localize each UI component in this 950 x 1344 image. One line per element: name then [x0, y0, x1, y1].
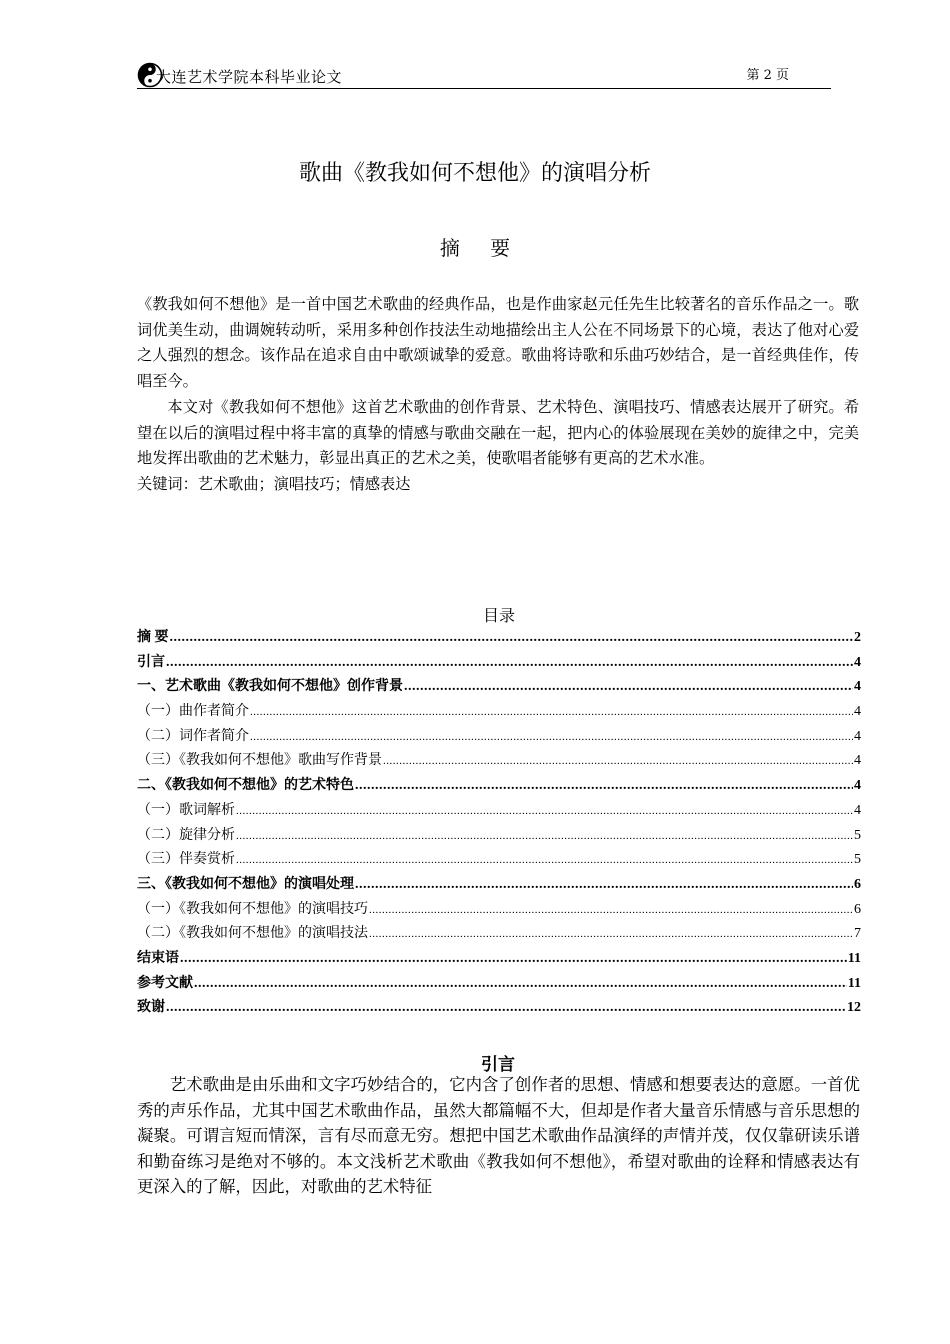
toc-entry[interactable] — [137, 700, 861, 725]
toc-entry-label: 二、《教我如何不想他》的艺术特色 — [137, 778, 354, 794]
toc-entry[interactable] — [137, 725, 861, 750]
toc-dot-leader — [369, 926, 853, 942]
intro-heading: 引言 — [481, 1055, 515, 1075]
toc-entry[interactable] — [137, 675, 861, 700]
toc-entry-label: （二）《教我如何不想他》的演唱技法 — [137, 926, 368, 942]
toc-entry-page: 6 — [854, 901, 861, 917]
toc-entry-page: 7 — [854, 926, 861, 942]
toc-entry[interactable] — [137, 626, 861, 651]
toc-entry-page: 4 — [854, 802, 861, 818]
toc-entry-label: （一）曲作者简介 — [137, 704, 249, 720]
toc-dot-leader — [369, 902, 853, 918]
toc-entry-label: （一）《教我如何不想他》的演唱技巧 — [137, 901, 368, 917]
toc-entry-label: 摘 要 — [137, 630, 169, 645]
toc-entry-label: 一、艺术歌曲《教我如何不想他》创作背景 — [137, 679, 403, 695]
abstract-heading: 摘 要 — [439, 236, 523, 260]
toc-dot-leader — [170, 630, 854, 646]
toc-entry[interactable] — [137, 947, 861, 972]
page-header — [137, 58, 831, 89]
header-title: 大连艺术学院本科毕业论文 — [156, 68, 343, 86]
toc-entry-page: 12 — [847, 1000, 861, 1016]
table-of-contents — [137, 626, 861, 1021]
toc-entry[interactable] — [137, 799, 861, 824]
keywords-value: 艺术歌曲；演唱技巧；情感表达 — [197, 474, 411, 493]
toc-dot-leader — [383, 753, 853, 769]
toc-entry-label: 三、《教我如何不想他》的演唱处理 — [137, 876, 354, 892]
toc-entry[interactable] — [137, 848, 861, 873]
toc-entry-label: （三）伴奏赏析 — [137, 852, 235, 868]
toc-entry-page: 6 — [854, 876, 861, 892]
toc-dot-leader — [404, 679, 853, 695]
toc-entry-page: 11 — [847, 975, 861, 991]
keywords-line — [137, 472, 859, 498]
abstract-paragraph-2: 本文对《教我如何不想他》这首艺术歌曲的创作背景、艺术特色、演唱技巧、情感表达展开了研究。希望在以后的演唱过程中将丰富的真挚的情感与歌曲交融在一起，把内心的体验展现在美妙的旋律之中，完美地发挥出歌曲的艺术魅力，彰显出真正的艺术之美，使歌唱者能够有更高的艺术水准。 — [137, 397, 859, 468]
toc-entry[interactable] — [137, 996, 861, 1021]
toc-heading: 目录 — [482, 608, 515, 625]
toc-entry-label: 参考文献 — [137, 975, 193, 991]
toc-entry-page: 4 — [854, 679, 861, 695]
toc-dot-leader — [236, 803, 853, 819]
toc-dot-leader — [236, 828, 853, 844]
toc-dot-leader — [236, 852, 853, 868]
abstract-paragraph-1: 《教我如何不想他》是一首中国艺术歌曲的经典作品，也是作曲家赵元任先生比较著名的音乐作品之一。歌词优美生动，曲调婉转动听，采用多种创作技法生动地描绘出主人公在不同场景下的心境，表达了他对心爱之人强烈的想念。该作品在追求自由中歌颂诚挚的爱意。歌曲将诗歌和乐曲巧妙结合，是一首经典佳作，传唱至今。 — [137, 295, 859, 391]
toc-entry[interactable] — [137, 898, 861, 923]
toc-dot-leader — [180, 951, 847, 967]
toc-dot-leader — [250, 729, 853, 745]
toc-entry-page: 4 — [854, 728, 861, 744]
header-page-number: 第 2 页 — [746, 68, 789, 83]
toc-entry-page: 4 — [854, 704, 861, 720]
toc-dot-leader — [250, 704, 853, 720]
toc-entry-page: 4 — [854, 753, 861, 769]
toc-dot-leader — [355, 877, 853, 893]
toc-entry-label: （一）歌词解析 — [137, 802, 235, 818]
toc-entry[interactable] — [137, 873, 861, 898]
toc-dot-leader — [194, 976, 847, 992]
toc-entry-page: 4 — [854, 654, 861, 670]
toc-entry-page: 5 — [854, 852, 861, 868]
intro-body — [137, 1072, 860, 1200]
toc-entry[interactable] — [137, 824, 861, 849]
intro-paragraph: 艺术歌曲是由乐曲和文字巧妙结合的，它内含了创作者的思想、情感和想要表达的意愿。一首优秀的声乐作品，尤其中国艺术歌曲作品，虽然大都篇幅不大，但却是作者大量音乐情感与音乐思想的凝聚。可谓言短而情深，言有尽而意无穷。想把中国艺术歌曲作品演绎的声情并茂，仅仅靠研读乐谱和勤奋练习是绝对不够的。本文浅析艺术歌曲《教我如何不想他》，希望对歌曲的诠释和情感表达有更深入的了解，因此，对歌曲的艺术特征 — [137, 1075, 860, 1196]
toc-entry[interactable] — [137, 972, 861, 997]
toc-entry-label: 致谢 — [137, 1000, 165, 1016]
toc-entry-label: （二）词作者简介 — [137, 728, 249, 744]
toc-entry-page: 4 — [854, 778, 861, 794]
toc-entry-label: 引言 — [137, 654, 165, 670]
toc-entry[interactable] — [137, 651, 861, 676]
toc-entry-label: 结束语 — [137, 950, 179, 966]
toc-dot-leader — [355, 778, 853, 794]
keywords-label: 关键词： — [137, 474, 198, 493]
toc-entry-label: （三）《教我如何不想他》歌曲写作背景 — [137, 753, 382, 769]
toc-dot-leader — [166, 655, 853, 671]
paper-title: 歌曲《教我如何不想他》的演唱分析 — [298, 161, 651, 186]
toc-entry[interactable] — [137, 749, 861, 774]
toc-entry[interactable] — [137, 774, 861, 799]
toc-entry-label: （二）旋律分析 — [137, 827, 235, 843]
toc-entry-page: 5 — [854, 827, 861, 843]
abstract-body — [137, 292, 859, 498]
toc-entry[interactable] — [137, 922, 861, 947]
toc-dot-leader — [166, 1000, 846, 1016]
toc-entry-page: 11 — [847, 950, 861, 966]
toc-entry-page: 2 — [854, 630, 861, 645]
